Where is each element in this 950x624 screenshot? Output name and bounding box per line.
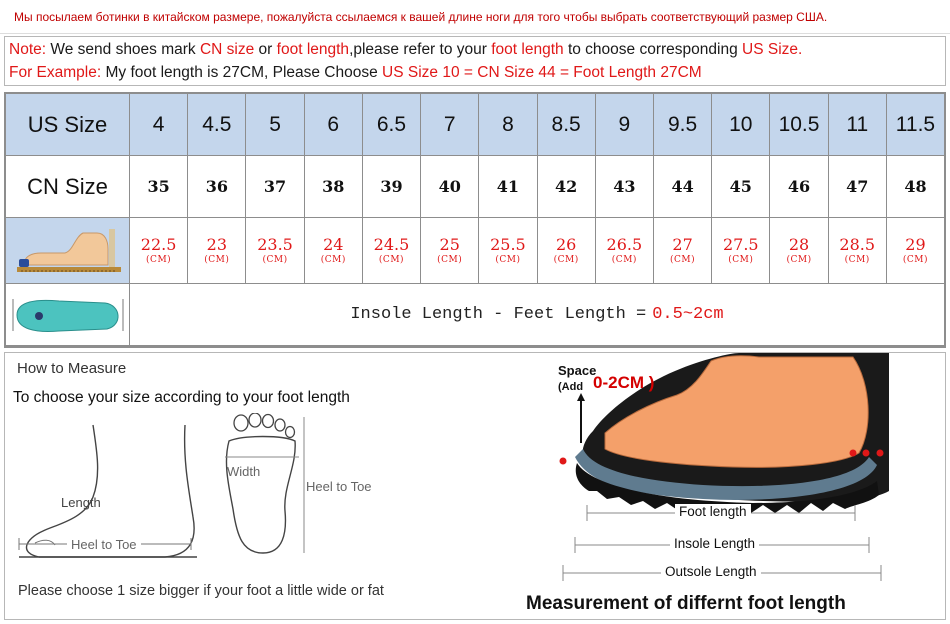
us-size-cell: 8: [479, 94, 537, 156]
cn-size-cell: 45: [712, 156, 770, 218]
diagram-title: Measurement of differnt foot length: [526, 593, 846, 614]
english-note-box: [4, 36, 946, 86]
cn-size-cell: 36: [188, 156, 246, 218]
cn-size-cell: 44: [654, 156, 712, 218]
insole-row: [6, 284, 944, 346]
foot-length-value: 23.5: [257, 234, 293, 254]
foot-length-cell: [538, 218, 596, 284]
foot-length-unit: (CM): [204, 254, 230, 265]
cn-size-cell: 43: [596, 156, 654, 218]
us-size-cell: 11: [829, 94, 887, 156]
foot-length-unit: (CM): [437, 254, 463, 265]
note-segment: US Size.: [742, 41, 803, 58]
foot-length-unit: (CM): [378, 254, 405, 265]
note-segment: ,please refer to your: [349, 41, 492, 58]
cn-size-cell: 47: [829, 156, 887, 218]
insole-note-cell: [130, 284, 944, 346]
us-size-cell: 9.5: [654, 94, 712, 156]
foot-length-value: 26.5: [606, 234, 643, 254]
foot-length-cell: [305, 218, 363, 284]
foot-length-measure-label: Foot length: [675, 504, 751, 519]
us-size-row: [6, 94, 944, 156]
note-segment: My foot length is 27CM, Please Choose: [101, 64, 383, 81]
cn-size-row: [6, 156, 944, 218]
foot-length-cell: [421, 218, 479, 284]
foot-length-value: 25.5: [490, 234, 526, 254]
foot-length-value: 28.5: [839, 234, 876, 254]
insole-length-measure-label: Insole Length: [670, 536, 759, 551]
us-size-cell: 8.5: [538, 94, 596, 156]
foot-length-cell: [188, 218, 246, 284]
foot-length-cell: [130, 218, 188, 284]
us-size-cell: 9: [596, 94, 654, 156]
how-to-measure-title: How to Measure: [17, 360, 127, 377]
cn-size-cell: 38: [305, 156, 363, 218]
note-segment: foot length: [276, 41, 350, 58]
note-line-2: [9, 64, 702, 82]
foot-length-cell: [712, 218, 770, 284]
note-segment: We send shoes mark: [46, 41, 200, 58]
foot-length-value: 24.5: [373, 234, 410, 254]
foot-length-unit: (CM): [844, 254, 870, 265]
us-size-cell: 5: [246, 94, 304, 156]
foot-length-cell: [246, 218, 304, 284]
note-segment: For Example:: [9, 64, 102, 81]
foot-length-cell: [887, 218, 944, 284]
us-size-cell: 10: [712, 94, 770, 156]
foot-length-unit: (CM): [262, 254, 288, 265]
note-segment: or: [254, 41, 277, 58]
foot-length-cell: [363, 218, 421, 284]
cn-size-cell: 42: [538, 156, 596, 218]
foot-length-row: [6, 218, 944, 284]
top-heel-to-toe-label: Heel to Toe: [306, 479, 372, 494]
foot-length-unit: (CM): [146, 254, 172, 265]
side-length-label: Length: [61, 495, 101, 510]
insole-icon: [9, 289, 127, 341]
add-label: (Add: [558, 381, 584, 393]
foot-length-value: 29: [905, 234, 926, 254]
cn-size-cell: 35: [130, 156, 188, 218]
us-size-cell: 7: [421, 94, 479, 156]
note-segment: foot length: [491, 41, 564, 58]
insole-range-text: 0.5~2cm: [652, 305, 724, 324]
us-size-cell: 4.5: [188, 94, 246, 156]
foot-length-header: [6, 218, 130, 284]
foot-length-value: 26: [555, 234, 577, 254]
foot-length-cell: [770, 218, 828, 284]
foot-length-cell: [829, 218, 887, 284]
foot-length-unit: (CM): [786, 254, 812, 265]
foot-length-unit: (CM): [670, 254, 696, 265]
russian-notice-bar: [0, 0, 950, 34]
note-segment: to choose corresponding: [563, 41, 743, 58]
us-size-cell: 4: [130, 94, 188, 156]
insole-note-text: Insole Length - Feet Length =: [350, 305, 647, 324]
note-segment: CN size: [199, 41, 255, 58]
foot-length-cell: [596, 218, 654, 284]
foot-length-value: 22.5: [140, 234, 177, 254]
foot-length-value: 24: [323, 234, 344, 254]
foot-length-unit: (CM): [553, 254, 579, 265]
foot-length-value: 27: [672, 234, 693, 254]
size-tip-text: Please choose 1 size bigger if your foot a little wide or fat: [18, 583, 384, 599]
top-foot-sketch: [213, 413, 309, 557]
cn-size-cell: 40: [421, 156, 479, 218]
us-size-cell: 11.5: [887, 94, 944, 156]
size-chart-table: [4, 92, 946, 348]
note-segment: Note:: [9, 41, 47, 58]
foot-length-value: 25: [439, 234, 460, 254]
foot-ruler-icon: [13, 223, 123, 279]
foot-length-unit: (CM): [728, 254, 754, 265]
cn-size-cell: 46: [770, 156, 828, 218]
foot-length-unit: (CM): [495, 254, 521, 265]
side-heel-to-toe-label: Heel to Toe: [67, 537, 141, 552]
space-label: Space: [558, 363, 597, 378]
cn-size-header: CN Size: [6, 156, 130, 218]
note-segment: US Size 10 = CN Size 44 = Foot Length 27CM: [382, 64, 702, 81]
us-size-cell: 10.5: [770, 94, 828, 156]
insole-icon-cell: [6, 284, 130, 346]
top-width-label: Width: [227, 464, 261, 479]
cn-size-cell: 39: [363, 156, 421, 218]
foot-length-unit: (CM): [320, 254, 346, 265]
foot-length-cell: [479, 218, 537, 284]
foot-length-unit: (CM): [902, 254, 929, 265]
how-to-measure-panel: [4, 352, 946, 620]
cn-size-cell: 37: [246, 156, 304, 218]
us-size-header: US Size: [6, 94, 130, 156]
foot-length-value: 27.5: [722, 234, 759, 254]
russian-notice-text: Мы посылаем ботинки в китайском размере, пожалуйста ссылаемся к вашей длине ноги для того чтобы выбрать соответствующий размер США.: [14, 10, 828, 24]
outsole-length-measure-label: Outsole Length: [661, 564, 761, 579]
foot-length-cell: [654, 218, 712, 284]
us-size-cell: 6.5: [363, 94, 421, 156]
us-size-cell: 6: [305, 94, 363, 156]
foot-length-value: 23: [206, 234, 227, 254]
how-to-measure-subtitle: To choose your size according to your foot length: [13, 389, 350, 406]
cn-size-cell: 41: [479, 156, 537, 218]
foot-length-unit: (CM): [611, 254, 637, 265]
note-line-1: [9, 41, 802, 59]
space-range-label: 0-2CM ): [593, 373, 655, 392]
cn-size-cell: 48: [887, 156, 944, 218]
foot-length-value: 28: [788, 234, 810, 254]
